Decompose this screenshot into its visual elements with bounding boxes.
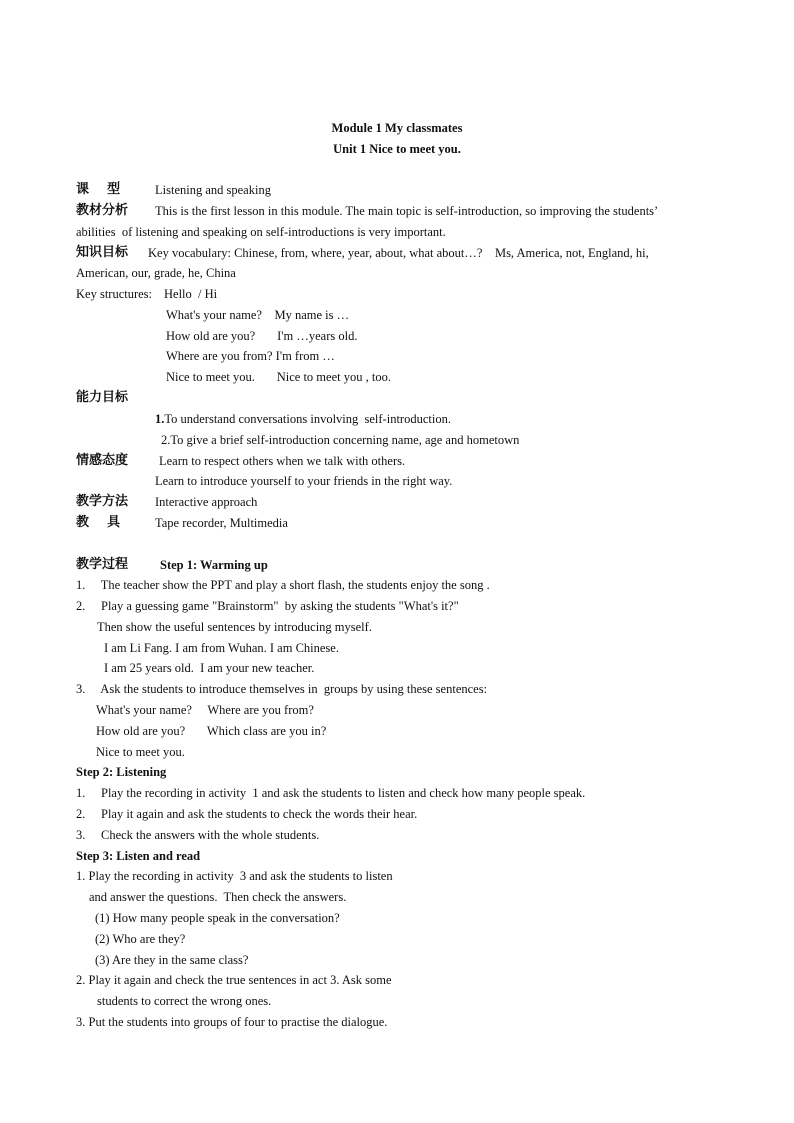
- step3-title: Step 3: Listen and read: [76, 849, 201, 863]
- material-analysis-label: 教材分析: [76, 203, 129, 218]
- step3-question: (3) Are they in the same class?: [95, 953, 249, 967]
- attitude-label: 情感态度: [76, 453, 129, 468]
- module-title: Module 1 My classmates: [331, 121, 463, 135]
- unit-title: Unit 1 Nice to meet you.: [333, 142, 461, 156]
- step2-title: Step 2: Listening: [76, 765, 167, 779]
- key-structures-label: Key structures:: [76, 287, 153, 301]
- key-structure-item: Where are you from? I'm from …: [166, 349, 335, 363]
- attitude-line1: Learn to respect others when we talk with others.: [159, 454, 406, 468]
- ability-goal-number: 1.: [155, 412, 165, 426]
- step1-item: What's your name? Where are you from?: [96, 703, 314, 717]
- tools-label: 教 具: [76, 515, 121, 530]
- step2-item: 2. Play it again and ask the students to check the words their hear.: [76, 807, 418, 821]
- step3-item: 1. Play the recording in activity 3 and ask the students to listen: [76, 869, 393, 883]
- step3-item: 2. Play it again and check the true sentences in act 3. Ask some: [76, 973, 392, 987]
- step3-question: (1) How many people speak in the conversation?: [95, 911, 340, 925]
- key-structure-item: How old are you? I'm …years old.: [166, 329, 358, 343]
- attitude-line2: Learn to introduce yourself to your friends in the right way.: [155, 474, 453, 488]
- step1-item: 2. Play a guessing game "Brainstorm" by asking the students "What's it?": [76, 599, 459, 613]
- key-structure-item: Hello / Hi: [164, 287, 218, 301]
- step1-item: I am 25 years old. I am your new teacher.: [104, 661, 315, 675]
- method-value: Interactive approach: [155, 495, 258, 509]
- lesson-type-value: Listening and speaking: [155, 183, 271, 197]
- key-vocabulary-line1: Key vocabulary: Chinese, from, where, year, about, what about…? Ms, America, not, England, hi,: [148, 246, 649, 260]
- knowledge-goals-label: 知识目标: [76, 245, 129, 260]
- step1-item: Nice to meet you.: [96, 745, 185, 759]
- step3-item: students to correct the wrong ones.: [97, 994, 272, 1008]
- step1-item: Then show the useful sentences by introducing myself.: [97, 620, 372, 634]
- step1-item: 1. The teacher show the PPT and play a short flash, the students enjoy the song .: [76, 578, 490, 592]
- step3-question: (2) Who are they?: [95, 932, 186, 946]
- step1-item: I am Li Fang. I am from Wuhan. I am Chinese.: [104, 641, 339, 655]
- ability-goal-item: 2.To give a brief self-introduction concerning name, age and hometown: [161, 433, 520, 447]
- ability-goal-item: [155, 411, 451, 427]
- step2-item: 1. Play the recording in activity 1 and ask the students to listen and check how many people speak.: [76, 786, 586, 800]
- ability-goal-text: To understand conversations involving self-introduction.: [164, 412, 451, 426]
- process-label: 教学过程: [76, 557, 129, 572]
- material-analysis-line2: abilities of listening and speaking on self-introductions is very important.: [76, 225, 446, 239]
- step1-item: 3. Ask the students to introduce themselves in groups by using these sentences:: [76, 682, 488, 696]
- step2-item: 3. Check the answers with the whole students.: [76, 828, 320, 842]
- tools-value: Tape recorder, Multimedia: [155, 516, 288, 530]
- key-vocabulary-line2: American, our, grade, he, China: [76, 266, 236, 280]
- method-label: 教学方法: [76, 494, 129, 509]
- key-structure-item: What's your name? My name is …: [166, 308, 350, 322]
- ability-goals-label: 能力目标: [76, 390, 129, 405]
- lesson-type-label: 课 型: [76, 182, 121, 197]
- step3-item: 3. Put the students into groups of four to practise the dialogue.: [76, 1015, 388, 1029]
- key-structure-item: Nice to meet you. Nice to meet you , too.: [166, 370, 391, 384]
- step3-item: and answer the questions. Then check the answers.: [89, 890, 347, 904]
- step1-item: How old are you? Which class are you in?: [96, 724, 327, 738]
- step1-title: Step 1: Warming up: [160, 558, 268, 572]
- material-analysis-line1: This is the first lesson in this module. The main topic is self-introduction, so improving the students’: [155, 204, 659, 218]
